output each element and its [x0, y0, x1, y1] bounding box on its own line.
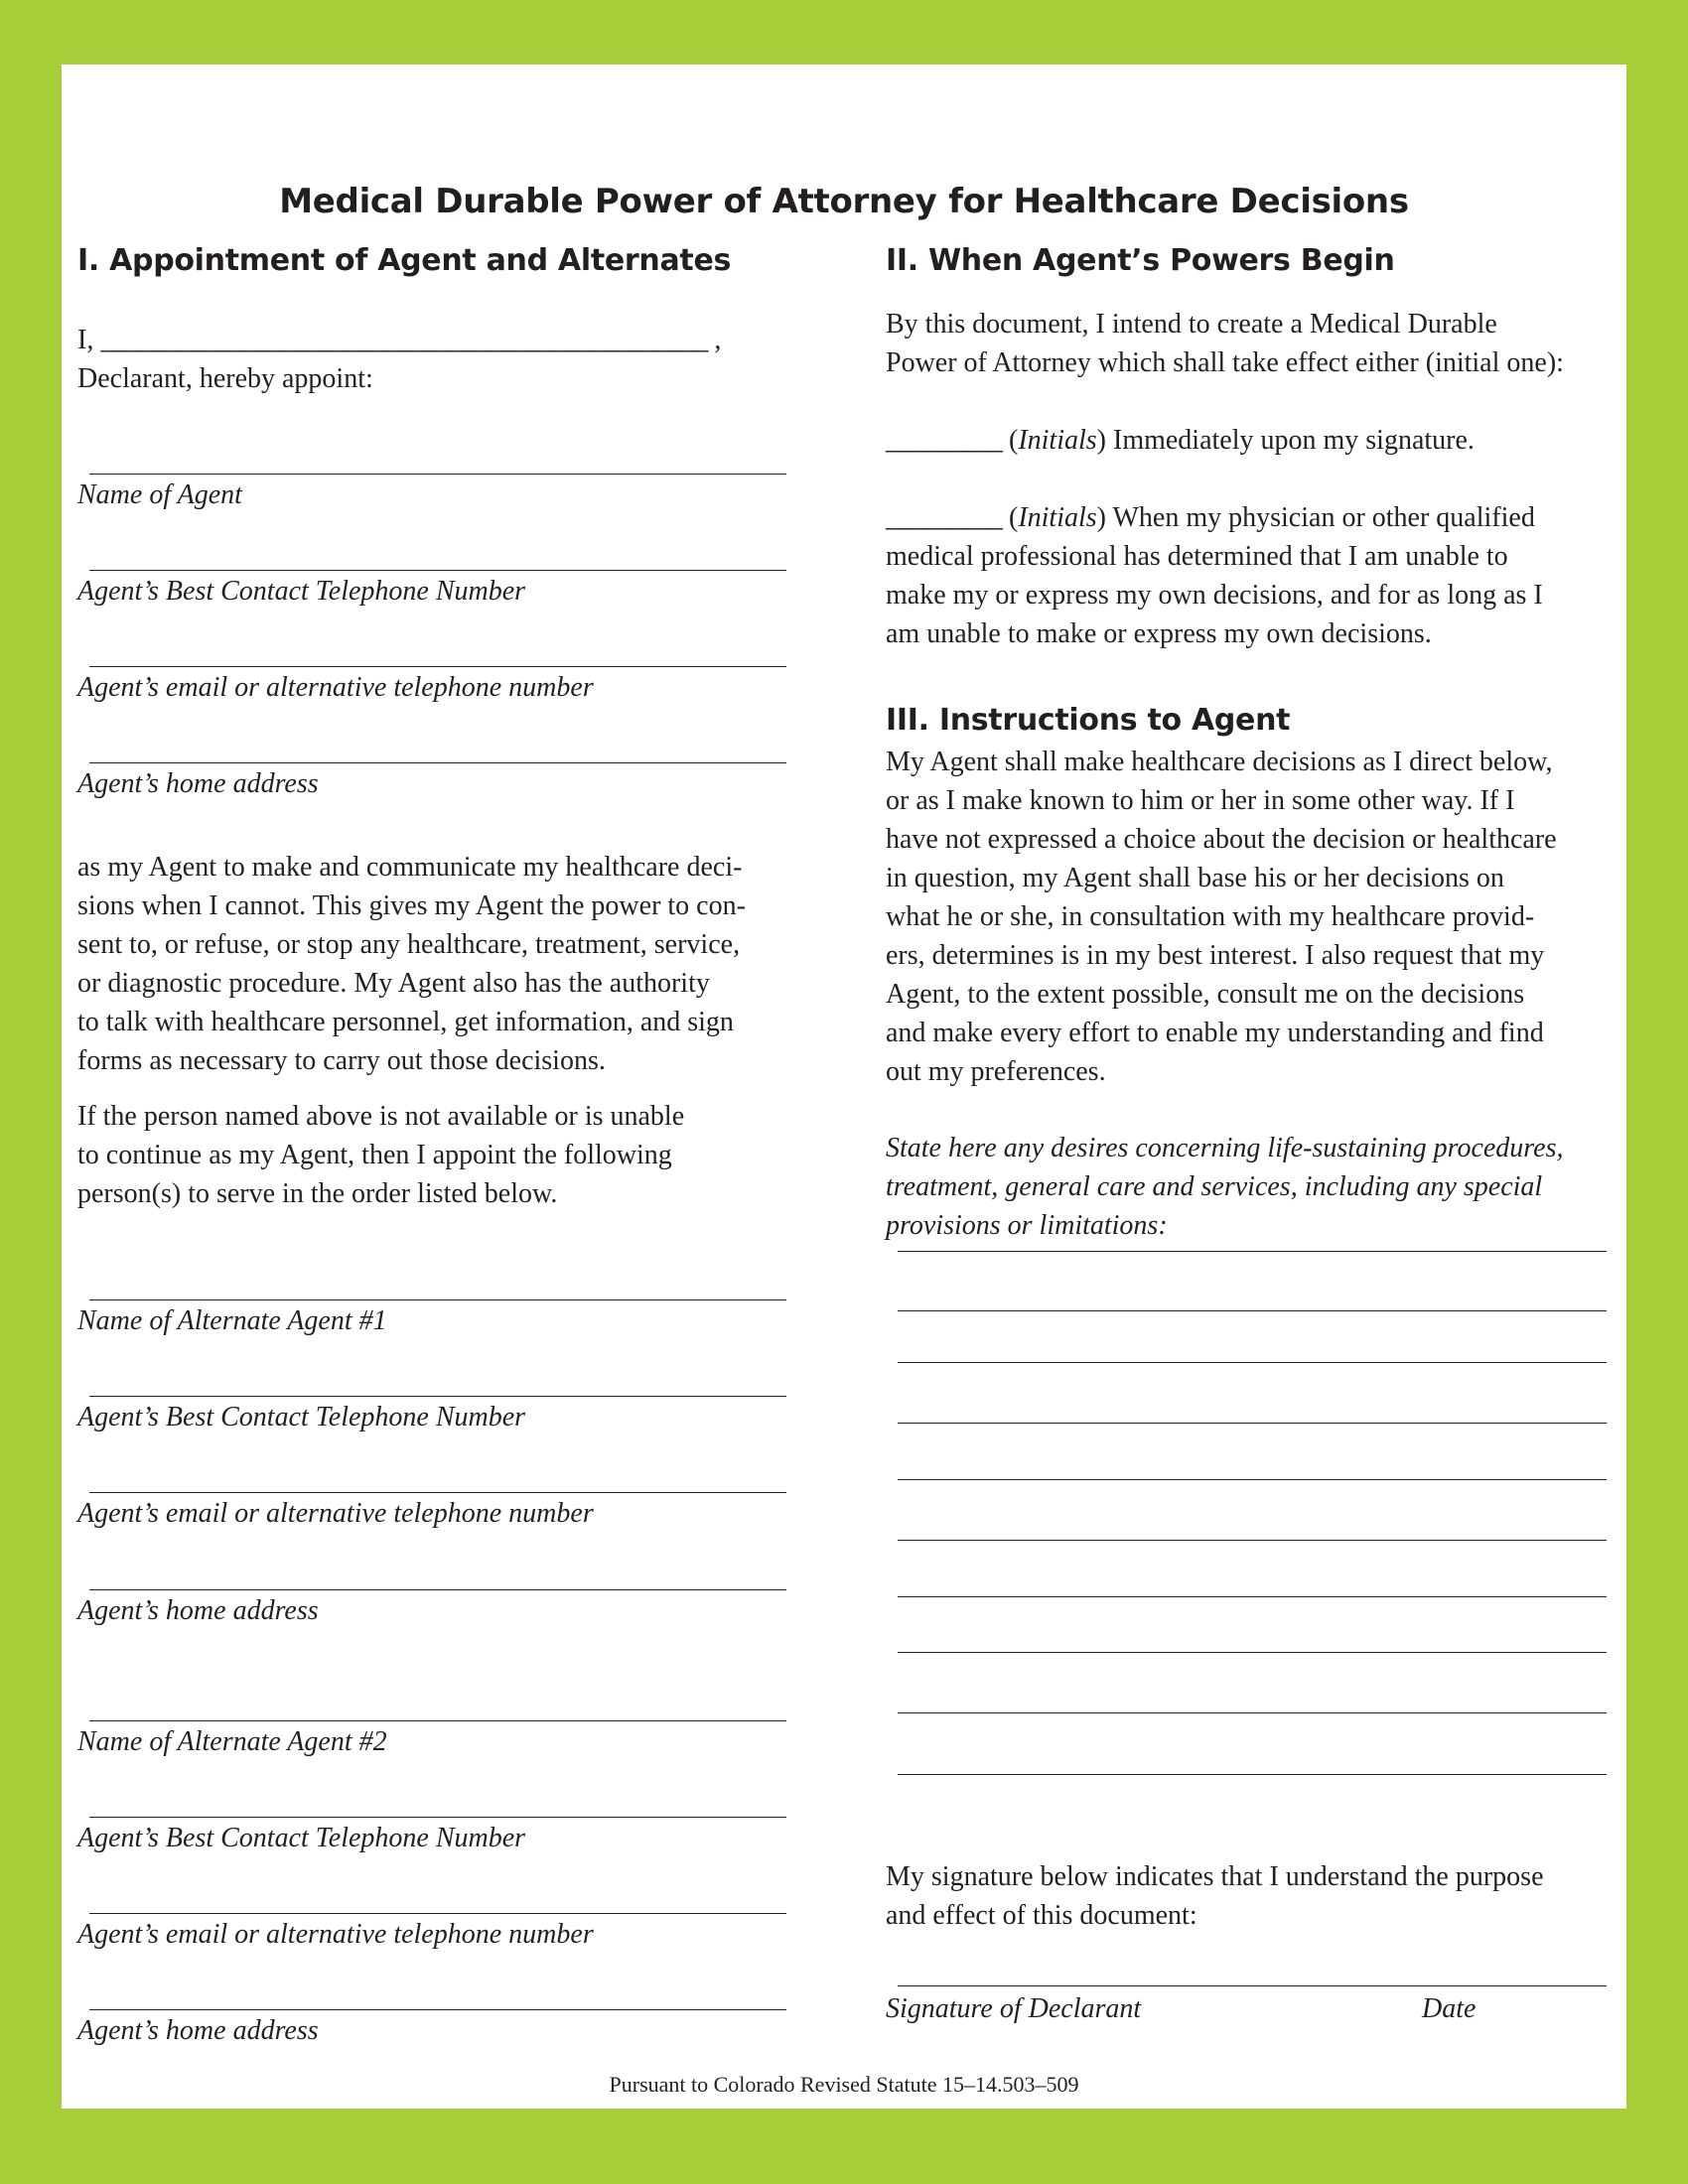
authority-line: as my Agent to make and communicate my healthcare deci-	[77, 852, 743, 883]
alternate2-address-label: Agent’s home address	[77, 2015, 319, 2046]
alternate2-name-label: Name of Alternate Agent #2	[77, 1726, 387, 1757]
declarant-appoint-text: Declarant, hereby appoint:	[77, 363, 373, 394]
section1-heading: I. Appointment of Agent and Alternates	[77, 243, 732, 278]
desires-line: treatment, general care and services, including any special	[886, 1171, 1543, 1202]
desires-write-line[interactable]	[898, 1423, 1607, 1424]
alternate-line: If the person named above is not available or is unable	[77, 1101, 685, 1132]
instructions-line: Agent, to the extent possible, consult me on the decisions	[886, 979, 1525, 1010]
agent-name-line[interactable]	[89, 474, 786, 475]
authority-paragraph	[77, 848, 818, 1080]
alternate1-address-line[interactable]	[89, 1589, 786, 1590]
agent-name-label: Name of Agent	[77, 479, 242, 510]
alternate1-email-label: Agent’s email or alternative telephone number	[77, 1498, 594, 1529]
document-title: Medical Durable Power of Attorney for Healthcare Decisions	[279, 182, 1409, 221]
authority-line: forms as necessary to carry out those decisions.	[77, 1045, 606, 1076]
alternate1-name-label: Name of Alternate Agent #1	[77, 1305, 387, 1336]
desires-prompt	[886, 1129, 1564, 1245]
signature-line[interactable]	[898, 1985, 1607, 1986]
signature-label: Signature of Declarant	[886, 1993, 1142, 2024]
option-immediate: _________ (Initials) Immediately upon my signature.	[886, 425, 1475, 456]
alternate1-email-line[interactable]	[89, 1492, 786, 1493]
instructions-line: ers, determines is in my best interest. I also request that my	[886, 940, 1545, 971]
desires-write-line[interactable]	[898, 1362, 1607, 1363]
desires-write-line[interactable]	[898, 1479, 1607, 1480]
desires-line: State here any desires concerning life-sustaining procedures,	[886, 1133, 1564, 1163]
desires-write-line[interactable]	[898, 1540, 1607, 1541]
option-incapacity: _________ (Initials) When my physician or other qualified medical professional has determined that I am unable to make my or express my own decisions, and for as long as I am unable to make or express my own decisions.	[886, 498, 1543, 653]
instructions-paragraph	[886, 743, 1557, 1091]
option-incapacity-line: medical professional has determined that I am unable to	[886, 541, 1508, 572]
alternate1-phone-line[interactable]	[89, 1396, 786, 1397]
desires-write-line[interactable]	[898, 1712, 1607, 1713]
statute-footer: Pursuant to Colorado Revised Statute 15–14.503–509	[609, 2072, 1079, 2097]
option-immediate-text: Immediately upon my signature.	[1113, 425, 1475, 456]
instructions-line: what he or she, in consultation with my healthcare provid-	[886, 901, 1535, 932]
desires-write-line[interactable]	[898, 1596, 1607, 1597]
authority-line: sent to, or refuse, or stop any healthcare, treatment, service,	[77, 929, 741, 960]
agent-phone-line[interactable]	[89, 570, 786, 571]
alternate2-phone-label: Agent’s Best Contact Telephone Number	[77, 1823, 526, 1853]
alternate2-address-line[interactable]	[89, 2009, 786, 2010]
agent-email-label: Agent’s email or alternative telephone number	[77, 672, 594, 703]
alternate2-email-line[interactable]	[89, 1913, 786, 1914]
desires-write-line[interactable]	[898, 1310, 1607, 1311]
signature-statement-line: and effect of this document:	[886, 1900, 1197, 1931]
initials-word: Initials	[1018, 502, 1097, 533]
instructions-line: have not expressed a choice about the decision or healthcare	[886, 824, 1557, 855]
agent-address-line[interactable]	[89, 762, 786, 763]
option-incapacity-line: When my physician or other qualified	[1112, 502, 1535, 533]
alternate-line: person(s) to serve in the order listed below.	[77, 1178, 558, 1209]
section2-heading: II. When Agent’s Powers Begin	[886, 243, 1395, 278]
alternate-paragraph	[77, 1097, 818, 1213]
initials-blank-incapacity[interactable]: _________	[886, 502, 1002, 533]
initials-blank-immediate[interactable]: _________	[886, 425, 1002, 456]
alternate2-name-line[interactable]	[89, 1720, 786, 1721]
powers-intro-line: By this document, I intend to create a Medical Durable	[886, 309, 1497, 340]
alternate1-phone-label: Agent’s Best Contact Telephone Number	[77, 1402, 526, 1433]
signature-statement	[886, 1857, 1544, 1935]
alternate2-phone-line[interactable]	[89, 1817, 786, 1818]
instructions-line: and make every effort to enable my understanding and find	[886, 1018, 1544, 1048]
instructions-line: My Agent shall make healthcare decisions as I direct below,	[886, 747, 1553, 777]
initials-word: Initials	[1018, 425, 1097, 456]
desires-write-line[interactable]	[898, 1774, 1607, 1775]
powers-intro-line: Power of Attorney which shall take effect either (initial one):	[886, 347, 1564, 378]
desires-write-line[interactable]	[898, 1652, 1607, 1653]
instructions-line: out my preferences.	[886, 1056, 1106, 1087]
signature-statement-line: My signature below indicates that I understand the purpose	[886, 1861, 1544, 1892]
authority-line: to talk with healthcare personnel, get information, and sign	[77, 1007, 734, 1037]
alternate1-address-label: Agent’s home address	[77, 1595, 319, 1626]
alternate1-name-line[interactable]	[89, 1299, 786, 1300]
agent-phone-label: Agent’s Best Contact Telephone Number	[77, 576, 526, 607]
agent-email-line[interactable]	[89, 666, 786, 667]
powers-intro	[886, 305, 1564, 382]
declarant-prefix: I,	[77, 325, 94, 355]
authority-line: or diagnostic procedure. My Agent also has the authority	[77, 968, 710, 999]
instructions-line: in question, my Agent shall base his or her decisions on	[886, 863, 1504, 893]
instructions-line: or as I make known to him or her in some other way. If I	[886, 785, 1515, 816]
authority-line: sions when I cannot. This gives my Agent the power to con-	[77, 890, 746, 921]
date-label: Date	[1422, 1993, 1477, 2024]
desires-line: provisions or limitations:	[886, 1210, 1168, 1241]
declarant-name-blank[interactable]: _______________________________________________	[100, 325, 708, 355]
alternate-line: to continue as my Agent, then I appoint the following	[77, 1140, 672, 1170]
section3-heading: III. Instructions to Agent	[886, 703, 1291, 738]
form-page	[62, 65, 1626, 2109]
alternate2-email-label: Agent’s email or alternative telephone number	[77, 1919, 594, 1950]
option-incapacity-line: am unable to make or express my own decisions.	[886, 618, 1432, 649]
option-incapacity-line: make my or express my own decisions, and for as long as I	[886, 580, 1543, 611]
agent-address-label: Agent’s home address	[77, 768, 319, 799]
declarant-line	[77, 321, 721, 359]
declarant-suffix: ,	[714, 325, 722, 355]
desires-write-line[interactable]	[898, 1251, 1607, 1252]
